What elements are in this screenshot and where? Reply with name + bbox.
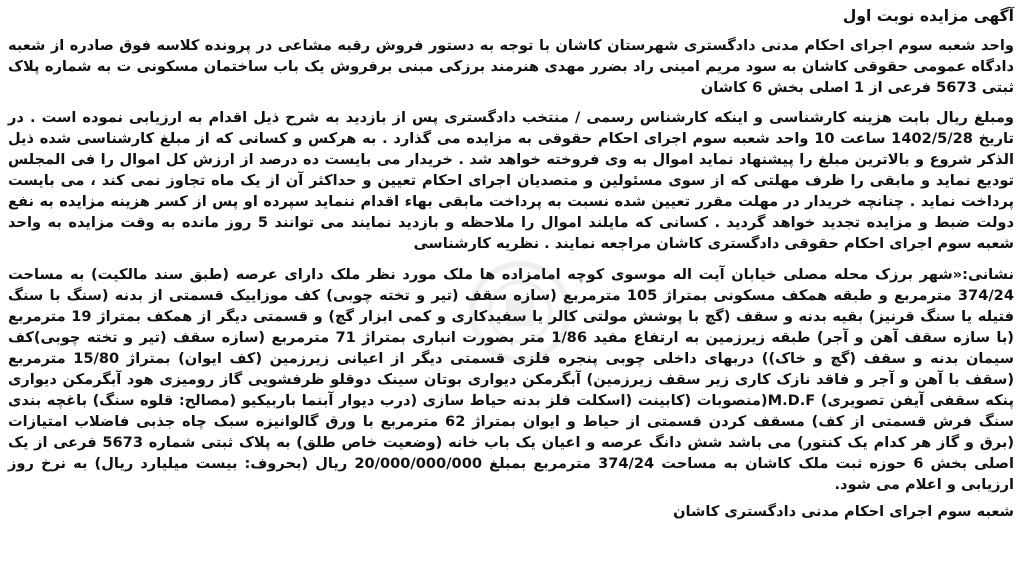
notice-footer-signature: شعبه سوم اجرای احکام مدنی دادگستری کاشان	[673, 503, 1014, 520]
notice-document	[8, 4, 1014, 570]
notice-paragraph-subject: واحد شعبه سوم اجرای احکام مدنی دادگستری شهرستان کاشان با توجه به دستور فروش رقبه مشاعی در پرونده کلاسه فوق صادره از شعبه دادگاه عمومی حقوقی کاشان به سود مریم امینی راد بضرر مهدی هنرمند برزکی مبنی برفروش یک باب ساختمان مسکونی ت به شماره پلاک ثبتی 5673 فرعی از 1 اصلی بخش 6 کاشان	[8, 37, 1014, 96]
notice-paragraph-terms: ومبلغ ریال بابت هزینه کارشناسی و اینکه کارشناس رسمی / منتخب دادگستری پس از بازدید به شرح ذیل اقدام به ارزیابی نموده است . در تاریخ 1402/5/28 ساعت 10 واحد شعبه سوم اجرای احکام حقوقی به مزایده می گذارد . به هرکس و کسانی که از مبلغ کارشناسی شده ذیل الذکر شروع و بالاترین مبلغ را پیشنهاد نماید اموال به وی فروخته خواهد شد . خریدار می بایست ده درصد از ارزش کل اموال را فی المجلس تودیع نماید و مابقی را ظرف مهلتی که از سوی مسئولین و متصدیان اجرای احکام تعیین و حداکثر آن از یک ماه تجاوز نمی کند ، می بایست پرداخت نماید . چنانچه خریدار در مهلت مقرر تعیین شده نسبت به پرداخت مابقی بهاء اقدام ننماید سپرده او پس از کسر هزینه مزایده به نفع دولت ضبط و مزایده تجدید خواهد گردید . کسانی که مایلند اموال را ملاحظه و بازدید نمایند می توانند 5 روز مانده به وقت مزایده به واحد شعبه سوم اجرای احکام حقوقی دادگستری کاشان مراجعه نمایند . نظریه کارشناسی	[8, 109, 1014, 252]
notice-paragraph-property-description: نشانی:«شهر برزک محله مصلی خیابان آیت اله موسوی کوچه امامزاده ها ملک مورد نظر ملک دارای عرصه (طبق سند مالکیت) به مساحت 374/24 مترمربع و طبقه همکف مسکونی بمتراژ 105 مترمربع (سازه سقف (تیر و تخته چوبی) کف موزاییک قسمتی از بدنه (سنگ با سنگ فتیله یا سنگ قرنیز) بقیه بدنه و سقف (گچ با پوشش مولتی کالر یا سفیدکاری و کمی ابزار گچ) و قسمتی دیگر از همکف بمتراژ 19 مترمربع (با سازه سقف آهن و آجر) طبقه زیرزمین به ارتفاع مفید 1/86 متر بصورت انباری بمتراژ 71 مترمربع (سازه سقف (تیر و تخته چوبی)کف سیمان بدنه و سقف (گچ و خاک)) دربهای داخلی چوبی پنجره فلزی قسمتی دیگر از اعیانی زیرزمین (کف ایوان) بمتراژ 15/80 مترمربع (سقف با آهن و آجر و فاقد نازک کاری زیر سقف زیرزمین) آبگرمکن دیواری بوتان سینک دوقلو ظرفشویی گاز رومیزی هود آبگرمکن دیواری پنکه سقفی آیفن تصویری) M.D.F(منصوبات (کابینت (اسکلت فلز بدنه حیاط سازی (درب دیوار آبنما باربیکیو (مصالح: قلوه سنگ) باغچه بندی سنگ فرش قسمتی از کف) مسقف کردن قسمتی از حیاط و ایوان بمتراژ 62 مترمربع با ورق گالوانیزه سبک چاه جذبی فاضلاب امتیازات (برق و گاز هر کدام یک کنتور) می باشد شش دانگ عرصه و اعیان یک باب خانه (وضعیت خاص طلق) به پلاک ثبتی شماره 5673 فرعی از یک اصلی بخش 6 حوزه ثبت ملک کاشان به مساحت 374/24 مترمربع بمبلغ 20/000/000/000 ریال (بحروف: بیست میلیارد ریال) به نرخ روز ارزیابی و اعلام می شود.	[8, 266, 1015, 493]
notice-title: آگهی مزایده نوبت اول	[842, 7, 1014, 25]
